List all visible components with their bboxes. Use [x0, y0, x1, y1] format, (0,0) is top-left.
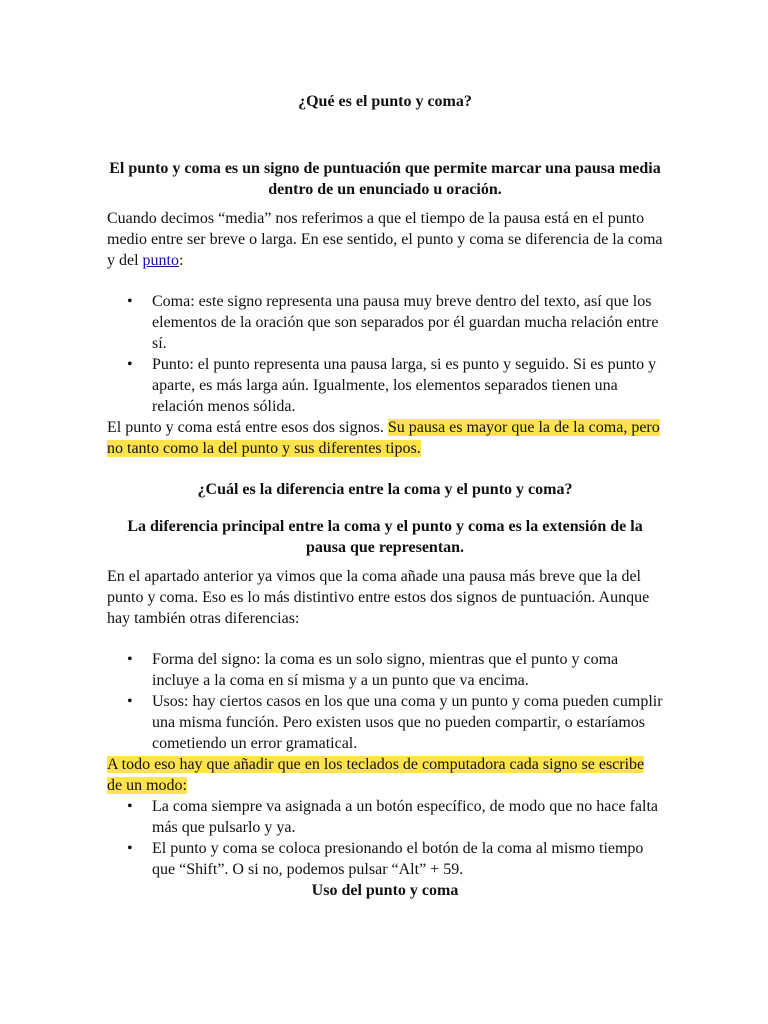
difference-paragraph: En el apartado anterior ya vimos que la coma añade una pausa más breve que la del punto y coma. Eso es lo más distintivo entre estos dos signos de puntuación. Aunque hay también otras diferencias:: [107, 568, 650, 627]
section-heading-usage: Uso del punto y coma: [311, 882, 459, 899]
list-item: • Punto: el punto representa una pausa larga, si es punto y seguido. Si es punto y aparte, es más larga aún. Igualmente, los elementos separados tienen una relación menos sólida.: [152, 354, 663, 417]
highlighted-text: A todo eso hay que añadir que en los teclados de computadora cada signo se escribe de un modo:: [107, 756, 645, 794]
list-item: • El punto y coma se coloca presionando el botón de la coma al mismo tiempo que “Shift”. O si no, podemos pulsar “Alt” + 59.: [152, 838, 663, 880]
list-item: • Coma: este signo representa una pausa muy breve dentro del texto, así que los elementos de la oración que son separados por él guardan mucha relación entre sí.: [152, 291, 663, 354]
punto-link[interactable]: punto: [142, 252, 179, 269]
keyboard-paragraph: [107, 754, 663, 796]
differences-list: [107, 649, 663, 754]
difference-subheading: La diferencia principal entre la coma y el punto y coma es la extensión de la pausa que representan.: [127, 518, 643, 556]
summary-paragraph: [107, 417, 663, 459]
comparison-list: [107, 291, 663, 417]
keyboard-list: [107, 796, 663, 880]
document-content: [107, 91, 663, 901]
definition-heading: El punto y coma es un signo de puntuación que permite marcar una pausa media dentro de un enunciado u oración.: [109, 160, 661, 198]
intro-text: Cuando decimos “media” nos referimos a que el tiempo de la pausa está en el punto medio entre ser breve o larga. En ese sentido, el punto y coma se diferencia de la coma y del: [107, 210, 663, 269]
intro-paragraph: [107, 208, 663, 271]
highlighted-text: Su pausa es mayor que la de la coma, pero no tanto como la del punto y sus diferentes tipos.: [107, 419, 660, 457]
list-item: • Usos: hay ciertos casos en los que una coma y un punto y coma pueden cumplir una misma función. Pero existen usos que no pueden compartir, o estaríamos cometiendo un error gramatical.: [152, 691, 663, 754]
summary-text: El punto y coma está entre esos dos signos.: [107, 419, 388, 436]
intro-colon: :: [179, 252, 184, 269]
list-item: • Forma del signo: la coma es un solo signo, mientras que el punto y coma incluye a la coma en sí misma y a un punto que va encima.: [152, 649, 663, 691]
page-title: ¿Qué es el punto y coma?: [298, 93, 472, 110]
list-item: • La coma siempre va asignada a un botón específico, de modo que no hace falta más que pulsarlo y ya.: [152, 796, 663, 838]
section-heading-difference: ¿Cuál es la diferencia entre la coma y el punto y coma?: [197, 481, 573, 498]
